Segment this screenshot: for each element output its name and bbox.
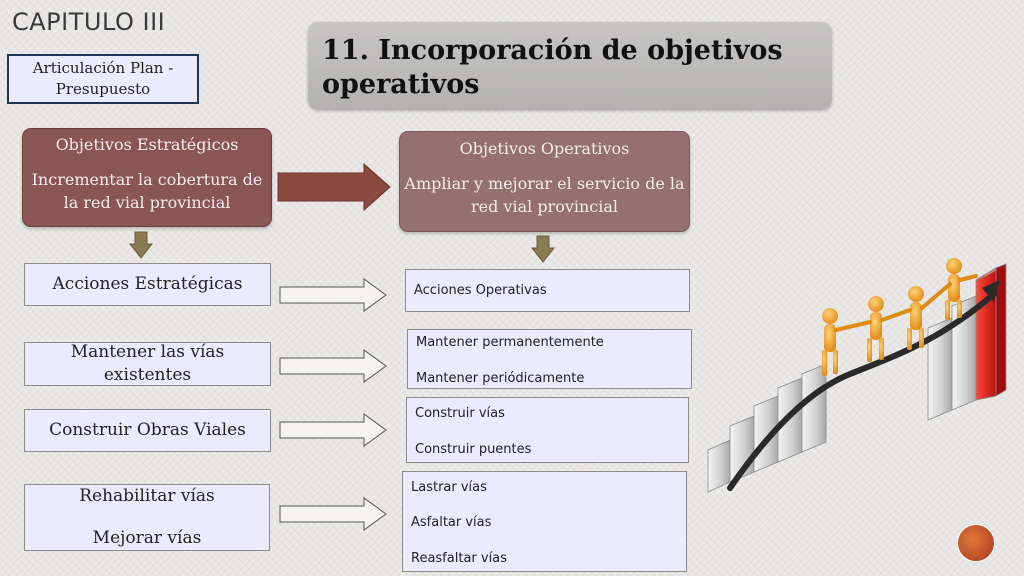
strategic-objectives-box: [22, 128, 272, 227]
down-arrow-right-icon: [532, 236, 554, 262]
strategic-action-text: Construir Obras Viales: [49, 420, 246, 440]
strategic-action-box: [24, 484, 270, 551]
strategic-objectives-text: Incrementar la cobertura de la red vial provincial: [31, 170, 263, 212]
strategic-action-box: [24, 342, 271, 386]
operational-action-item: Mantener periódicamente: [416, 371, 585, 386]
subtitle-box: [7, 54, 199, 104]
down-arrow-left-icon: [130, 232, 152, 258]
slide-title: 11. Incorporación de objetivos operativos: [322, 35, 783, 100]
outline-right-arrow-icon: [280, 414, 388, 446]
title-box: [308, 22, 832, 110]
outline-right-arrow-icon: [280, 279, 388, 311]
operational-action-item: Construir puentes: [415, 442, 532, 457]
brown-right-arrow-icon: [278, 164, 392, 210]
operational-action-item: Asfaltar vías: [411, 515, 492, 530]
operational-action-item: Lastrar vías: [411, 480, 487, 495]
subtitle-text: Articulación Plan - Presupuesto: [32, 59, 174, 98]
strategic-action-text: Rehabilitar vías: [79, 486, 215, 506]
operational-action-item: Reasfaltar vías: [411, 551, 507, 566]
operational-action-box: [406, 397, 689, 463]
operational-objectives-box: [399, 131, 690, 232]
operational-objectives-header: Objetivos Operativos: [459, 139, 630, 158]
outline-right-arrow-icon: [280, 350, 388, 382]
strategic-actions-header-box: [24, 263, 271, 306]
strategic-action-box: [24, 409, 271, 452]
operational-objectives-text: Ampliar y mejorar el servicio de la red vial provincial: [404, 174, 685, 216]
chapter-label: CAPITULO III: [12, 8, 166, 36]
people-climbing-chart-illustration: [700, 250, 1018, 500]
operational-actions-header: Acciones Operativas: [414, 283, 547, 298]
operational-action-box: [402, 471, 687, 572]
strategic-action-text: Mejorar vías: [92, 528, 202, 548]
strategic-action-text: Mantener las vías existentes: [70, 342, 225, 385]
strategic-objectives-header: Objetivos Estratégicos: [55, 135, 239, 154]
operational-action-item: Mantener permanentemente: [416, 335, 604, 350]
operational-action-item: Construir vías: [415, 406, 505, 421]
operational-actions-header-box: [405, 269, 690, 312]
operational-action-box: [407, 329, 692, 389]
outline-right-arrow-icon: [280, 498, 388, 530]
orange-badge: [957, 524, 995, 562]
strategic-actions-header: Acciones Estratégicas: [52, 274, 243, 294]
